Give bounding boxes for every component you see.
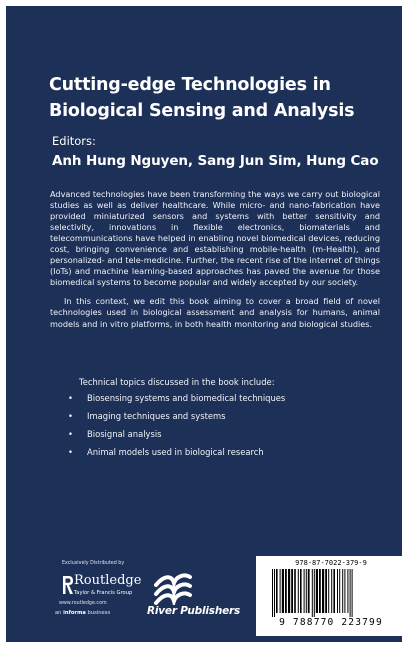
editors-label: Editors: — [52, 134, 96, 148]
list-item: • Biosensing systems and biomedical techniques — [68, 393, 286, 403]
topics-list — [66, 393, 285, 465]
bullet: • — [68, 411, 73, 421]
topics-intro: Technical topics discussed in the book include: — [79, 377, 275, 387]
back-cover — [6, 6, 402, 642]
book-title — [49, 72, 389, 124]
routledge-name: Routledge — [74, 573, 142, 588]
title-line-1: Cutting-edge Technologies in — [49, 75, 331, 95]
taylor-francis-group: Taylor & Francis Group — [74, 590, 133, 596]
isbn-text: 978-87-7022-379-9 — [295, 559, 367, 567]
description-paragraph-1: Advanced technologies have been transforming the ways we carry out biological studies as well as deliver healthcare. While micro- and nano-fabrication have provided miniaturized sensors and systems with better sensitivity and selectivity, innovations in flexible electronics, biomaterials and telecommunications have helped in enabling novel biomedical devices, reducing cost, bringing convenience and establishing mobile-health (m-Health), and personalized- and tele-medicine. Further, the recent rise of the internet of things (IoTs) and machine learning-based approaches has paved the avenue for those biomedical systems to become popular and widely accepted by our society. — [50, 189, 380, 288]
bullet: • — [68, 447, 73, 457]
description-paragraph-2: In this context, we edit this book aiming to cover a broad field of novel technologies used in biological assessment and analysis for humans, animal models and in vitro platforms, in both health monitoring and biological studies. — [50, 296, 380, 329]
river-publishers-name: River Publishers — [147, 605, 241, 617]
bullet: • — [68, 393, 73, 403]
river-waves-icon — [152, 571, 194, 605]
routledge-r-icon — [62, 574, 74, 596]
barcode-bars — [266, 569, 396, 617]
list-item: • Biosignal analysis — [68, 429, 162, 439]
list-item: • Animal models used in biological research — [68, 447, 264, 457]
distributed-by: Exclusively Distributed by — [62, 561, 125, 566]
informa-line: an informa business — [55, 610, 111, 616]
routledge-url: www.routledge.com — [59, 601, 107, 606]
title-line-2: Biological Sensing and Analysis — [49, 101, 355, 121]
barcode — [256, 556, 402, 636]
list-item: • Imaging techniques and systems — [68, 411, 226, 421]
barcode-digits: 9 788770 223799 — [279, 617, 383, 628]
description — [50, 189, 380, 330]
bullet: • — [68, 429, 73, 439]
editors-names: Anh Hung Nguyen, Sang Jun Sim, Hung Cao — [52, 153, 379, 169]
